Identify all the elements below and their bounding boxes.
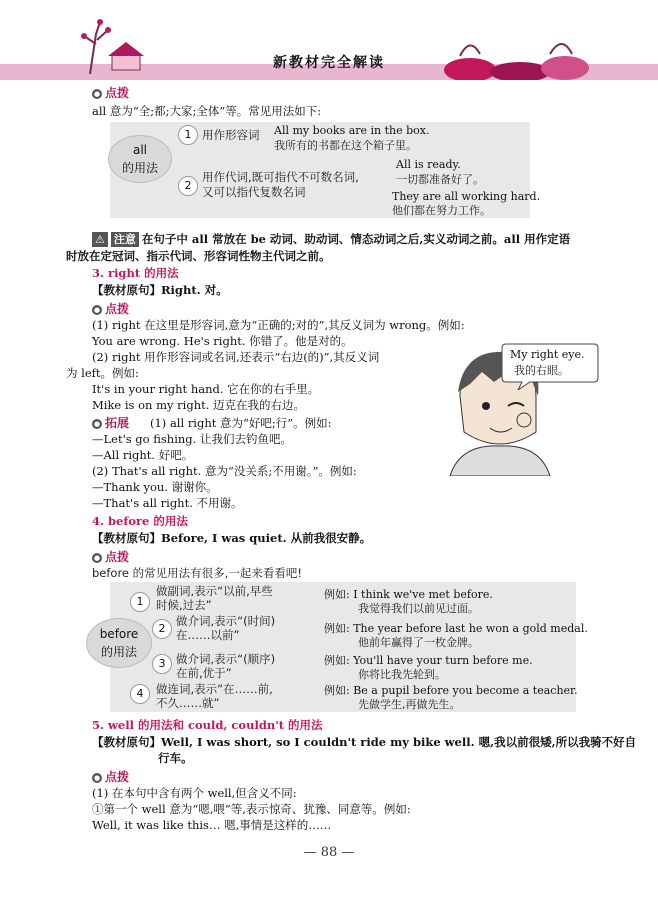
usage-label: 做连词,表示“在……前, [156,682,273,696]
note-line: ⚠ 注意 在句子中 all 常放在 be 动词、助动词、情态动词之后,实义动词之前。all 用作定语 [92,232,570,247]
example-cn: 他们都在努力工作。 [392,204,491,217]
usage-label: 做介词,表示“(时间) [176,614,276,628]
text-line: (2) right 用作形容词或名词,还表示“右边(的)”,其反义词 [92,350,380,364]
tip-icon: ● [93,306,101,314]
original-sentence: 行车。 [158,751,193,765]
item-number: 1 [130,592,150,612]
example-en: All my books are in the box. [274,124,430,137]
page-number: — 88 — [303,845,355,860]
tip-label: ● 点拨 [93,302,130,316]
usage-label: 不久……就” [156,696,220,710]
warning-icon: ⚠ [92,232,108,247]
example-en: 例如: The year before last he won a gold medal. [324,622,588,635]
text-line: (1) all right 意为“好吧;行”。例如: [150,416,332,430]
tip-icon: ● [93,90,101,98]
tip-icon: ● [93,554,101,562]
text-line: (1) right 在这里是形容词,意为“正确的;对的”,其反义词为 wrong。例如: [92,318,465,332]
before-usage-oval: before 的用法 [86,618,152,668]
text-line: It's in your right hand. 它在你的右手里。 [92,382,320,396]
example-en: 例如: I think we've met before. [324,588,493,601]
section-heading: 4. before 的用法 [92,514,188,528]
text-line: —Let's go fishing. 让我们去钓鱼吧。 [92,432,292,446]
usage-label: 做副词,表示“以前,早些 [156,584,273,598]
text-line: —All right. 好吧。 [92,448,194,462]
example-cn: 我觉得我们以前见过面。 [358,602,479,615]
text-line: You are wrong. He's right. 你错了。他是对的。 [92,334,353,348]
before-intro: before 的常见用法有很多,一起来看看吧! [92,566,302,580]
item-number: 3 [152,654,172,674]
text-line: 为 left。例如: [66,366,139,380]
text-line: (2) That's all right. 意为“没关系;不用谢。”。例如: [92,464,357,478]
usage-label: 在前,优于” [176,666,232,680]
section-heading: 5. well 的用法和 could, couldn't 的用法 [92,718,323,732]
text-line: —Thank you. 谢谢你。 [92,480,218,494]
original-sentence: 【教材原句】Right. 对。 [92,283,228,297]
usage-label: 又可以指代复数名词 [202,185,306,199]
section-heading: 3. right 的用法 [92,266,179,280]
example-en: All is ready. [396,158,461,171]
original-sentence: 【教材原句】Before, I was quiet. 从前我很安静。 [92,531,372,545]
example-en: They are all working hard. [392,190,541,203]
text-line: Well, it was like this… 嗯,事情是这样的…… [92,818,332,832]
item-number: 2 [178,176,198,196]
example-cn: 他前年赢得了一枚金牌。 [358,636,479,649]
example-en: 例如: Be a pupil before you become a teacher. [324,684,578,697]
usage-label: 用作形容词 [202,128,260,142]
example-cn: 我所有的书都在这个箱子里。 [274,139,417,152]
example-cn: 先做学生,再做先生。 [358,698,461,711]
usage-label: 用作代词,既可指代不可数名词, [202,170,359,184]
text-line: ①第一个 well 意为“嗯,喂”等,表示惊奇、犹豫、同意等。例如: [92,802,411,816]
bubble-text-en: My right eye. [510,348,585,361]
tip-icon: ● [93,420,101,428]
item-number: 4 [130,684,150,704]
text-line: —That's all right. 不用谢。 [92,496,243,510]
usage-label: 做介词,表示“(顺序) [176,652,276,666]
example-cn: 一切都准备好了。 [396,173,484,186]
text-line: Mike is on my right. 迈克在我的右边。 [92,398,306,412]
usage-label: 在……以前” [176,628,240,642]
note-line: 时放在定冠词、指示代词、形容词性物主代词之前。 [66,249,331,263]
item-number: 2 [152,619,172,639]
tip-icon: ● [93,774,101,782]
all-intro: all 意为“全;都;大家;全体”等。常见用法如下: [92,104,322,118]
tip-label: ● 点拨 [93,770,130,784]
tip-label: ● 拓展 [93,416,130,430]
text-line: (1) 在本句中含有两个 well,但含义不同: [92,786,297,800]
example-cn: 你将比我先轮到。 [358,668,446,681]
page-header-title: 新教材完全解读 [273,55,385,71]
original-sentence: 【教材原句】Well, I was short, so I couldn't ride my bike well. 嗯,我以前很矮,所以我骑不好自 [92,735,637,749]
example-en: 例如: You'll have your turn before me. [324,654,533,667]
usage-label: 时候,过去” [156,598,212,612]
tip-label: ● 点拨 [93,86,130,100]
tip-label: ● 点拨 [93,550,130,564]
bubble-text-cn: 我的右眼。 [514,364,569,377]
all-usage-oval: all 的用法 [108,135,172,183]
item-number: 1 [178,125,198,145]
